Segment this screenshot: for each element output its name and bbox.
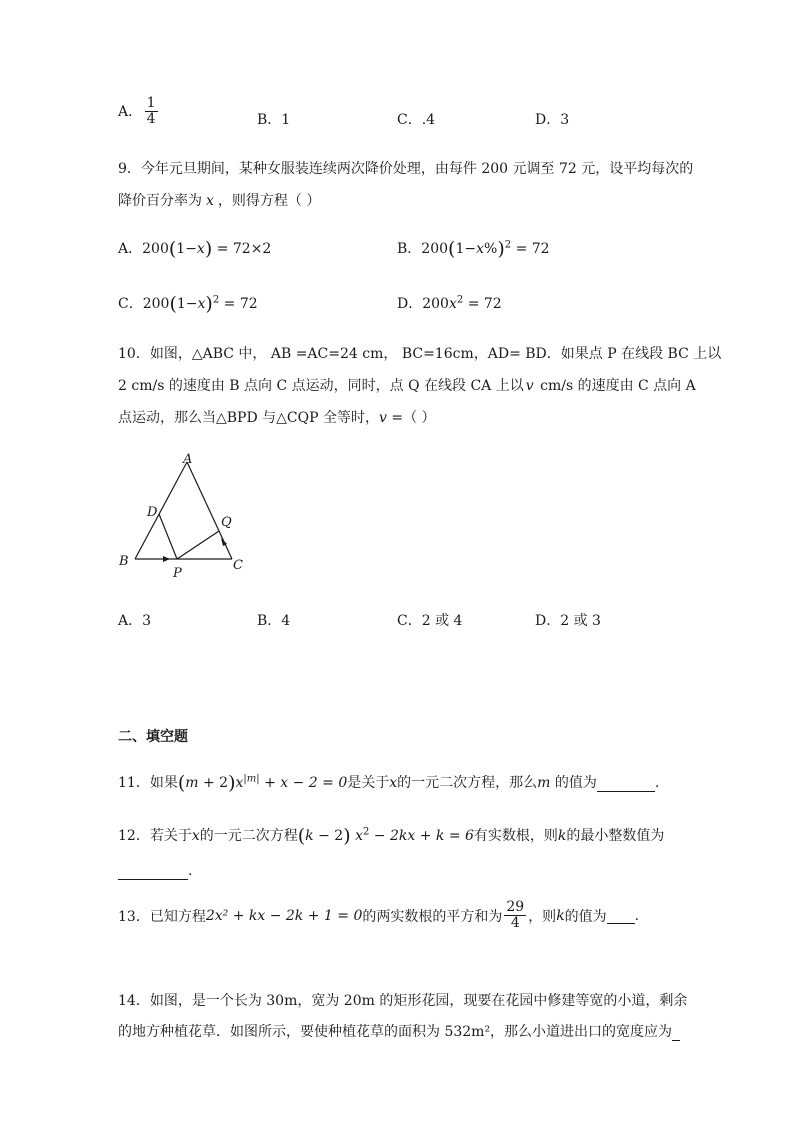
q10-line-2 bbox=[118, 375, 696, 395]
text: 的一元二次方程，那么 bbox=[397, 775, 538, 791]
var-x: x bbox=[206, 193, 214, 209]
q10-line-3 bbox=[118, 407, 436, 427]
exponent: 2 bbox=[362, 826, 370, 838]
text: ，则 bbox=[528, 908, 557, 925]
expr: − 2 bbox=[313, 828, 344, 844]
text: . bbox=[654, 775, 660, 791]
text: 点运动，那么当△BPD 与△CQP 全等时， bbox=[118, 410, 379, 426]
text: =（ ） bbox=[386, 410, 436, 426]
option-label: B． bbox=[397, 241, 422, 257]
q10-option-a: A．3 bbox=[118, 613, 152, 629]
text: . bbox=[188, 863, 193, 879]
var-x: x bbox=[476, 241, 484, 257]
expr: % bbox=[484, 241, 498, 257]
q11: 11．如果$(m + 2)x^{|m|} + x - 2 = 0$是关于x的一元二次方程，那么m 的值为 . bbox=[118, 772, 660, 794]
var-m: m bbox=[185, 775, 199, 791]
label-d: D bbox=[147, 505, 158, 520]
fraction bbox=[504, 900, 526, 932]
expr: + 2 bbox=[198, 775, 229, 791]
text: 13．已知方程 bbox=[118, 908, 206, 925]
q14-line-2 bbox=[118, 1021, 680, 1041]
text: 有实数根，则 bbox=[473, 828, 558, 844]
q10-option-d: D．2 或 3 bbox=[535, 613, 601, 629]
var-v: v bbox=[378, 410, 387, 426]
expr: = 72 bbox=[515, 241, 550, 257]
q12-line-2 bbox=[118, 863, 192, 880]
option-label: D． bbox=[397, 296, 423, 312]
expr: = 72 bbox=[467, 296, 502, 312]
exponent: 2 bbox=[212, 294, 220, 306]
q14-line-1: 14．如图，是一个长为 30m，宽为 20m 的矩形花园，现要在花园中修建等宽的小道，剩余 bbox=[118, 993, 688, 1009]
arrow-right-icon bbox=[163, 556, 170, 562]
answer-blank[interactable] bbox=[597, 775, 655, 792]
text: 是关于 bbox=[347, 775, 390, 791]
q10-line-1: 10．如图，△ABC 中， AB =AC=24 cm， BC=16cm，AD= BD．如果点 P 在线段 BC 上以 bbox=[118, 346, 722, 362]
q9-option-d bbox=[397, 293, 502, 313]
expr: 2x² + kx − 2k + 1 = 0 bbox=[205, 907, 363, 924]
text: 11．如果 bbox=[118, 775, 178, 791]
text: 的两实数根的平方和为 bbox=[362, 908, 503, 925]
expr: = 72 bbox=[223, 296, 258, 312]
expr: 200 bbox=[142, 296, 170, 312]
segment-dp bbox=[159, 514, 177, 559]
q8-option-a bbox=[118, 96, 158, 128]
var-k: k bbox=[557, 828, 567, 844]
q12-line-1: 12．若关于x的一元二次方程(k − 2) $x^2 - 2kx + k = 6$有实数根，则k的最小整数值为 bbox=[118, 825, 665, 847]
q8-option-d: D．3 bbox=[535, 112, 570, 128]
q9-option-c: C．$200(1-x)^2 = 72$ bbox=[118, 293, 258, 315]
q9-option-a: A．200(1−x) = 72×2 bbox=[118, 238, 272, 260]
q13 bbox=[118, 900, 639, 932]
expr: 200 bbox=[422, 296, 449, 312]
var-x: x bbox=[235, 775, 244, 791]
text: . bbox=[634, 907, 640, 924]
denominator: 4 bbox=[510, 915, 520, 932]
q8-option-b: B．1 bbox=[257, 112, 291, 128]
option-label: A． bbox=[118, 103, 143, 120]
section-title: 二、填空题 bbox=[118, 729, 188, 745]
q9-line-1: 9．今年元旦期间，某种女服装连续两次降价处理，由每件 200 元调至 72 元，设平均每次的 bbox=[118, 161, 694, 177]
answer-blank[interactable] bbox=[607, 907, 635, 924]
expr: = 72×2 bbox=[216, 241, 272, 257]
text: 2 cm/s 的速度由 B 点向 C 点运动，同时，点 Q 在线段 CA 上以 bbox=[118, 378, 524, 394]
text: 的值为 bbox=[550, 775, 597, 791]
q10-option-b: B．4 bbox=[257, 613, 291, 629]
answer-blank[interactable] bbox=[118, 863, 188, 880]
side-ab bbox=[135, 462, 187, 559]
expr: 1− bbox=[176, 241, 197, 257]
arrow-up-icon bbox=[221, 538, 227, 546]
expr: 1− bbox=[455, 241, 477, 257]
label-p: P bbox=[173, 566, 182, 581]
expr: − 2kx + k = 6 bbox=[369, 828, 474, 844]
text: 的值为 bbox=[564, 908, 607, 925]
expr: 1− bbox=[176, 296, 198, 312]
triangle-figure bbox=[115, 448, 265, 584]
text: 的一元二次方程 bbox=[199, 828, 298, 844]
numerator: 29 bbox=[506, 899, 525, 915]
option-label: A． bbox=[118, 241, 143, 257]
var-x: x bbox=[196, 241, 205, 257]
expr: 200 bbox=[421, 241, 449, 257]
label-b: B bbox=[119, 554, 129, 569]
text: ，则得方程（ ） bbox=[217, 193, 321, 209]
q8-option-c: C．.4 bbox=[397, 112, 436, 128]
numerator: 1 bbox=[146, 95, 156, 111]
text: 降价百分率为 bbox=[118, 193, 202, 209]
label-c: C bbox=[233, 558, 243, 573]
text: cm/s 的速度由 C 点向 A bbox=[535, 378, 696, 394]
text: 12．若关于 bbox=[118, 828, 192, 844]
var-m: m bbox=[537, 775, 551, 791]
var-x: x bbox=[389, 775, 398, 791]
var-x: x bbox=[191, 828, 200, 844]
expr: 200 bbox=[142, 241, 169, 257]
var-x: x bbox=[448, 296, 457, 312]
q9-line-2 bbox=[118, 190, 320, 210]
var-v: v bbox=[525, 378, 534, 394]
expr: + x − 2 = 0 bbox=[259, 775, 348, 791]
exponent: |m| bbox=[243, 773, 260, 785]
segment-pq bbox=[177, 531, 219, 559]
option-label: C． bbox=[118, 296, 143, 312]
q9-option-b: B．$200(1-x\%)^2 = 72$ bbox=[397, 238, 550, 260]
fraction bbox=[145, 96, 158, 128]
var-x: x bbox=[355, 828, 363, 844]
exponent: 2 bbox=[504, 239, 512, 251]
denominator: 4 bbox=[146, 111, 156, 128]
exponent: 2 bbox=[456, 294, 464, 306]
var-k: k bbox=[556, 907, 565, 924]
label-a: A bbox=[183, 452, 193, 467]
text: 的地方种植花草．如图所示，要使种植花草的面积为 532m²，那么小道进出口的宽度应为 bbox=[118, 1024, 673, 1040]
label-q: Q bbox=[221, 515, 232, 530]
answer-blank[interactable] bbox=[672, 1024, 680, 1041]
text: 的最小整数值为 bbox=[566, 828, 665, 844]
var-k: k bbox=[305, 828, 314, 844]
q10-option-c: C．2 或 4 bbox=[397, 613, 463, 629]
var-x: x bbox=[197, 296, 206, 312]
